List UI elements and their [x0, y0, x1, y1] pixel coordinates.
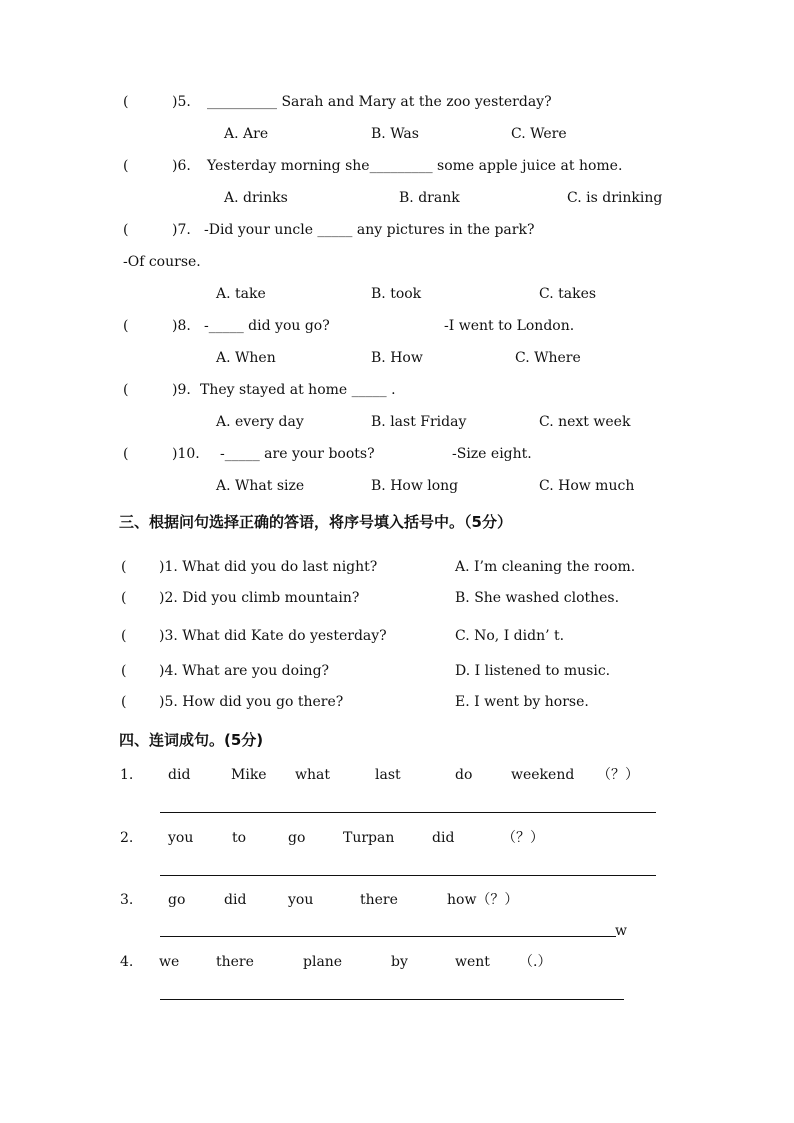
question-number: )5. [172, 94, 191, 110]
word: （？） [597, 767, 639, 783]
option-c: C. takes [539, 286, 597, 302]
word: go [288, 830, 306, 846]
word: we [159, 954, 180, 970]
option-c: C. next week [539, 414, 631, 430]
word: Turpan [343, 830, 395, 846]
question-stem: -Did your uncle _____ any pictures in the park? [204, 222, 535, 238]
word: last [375, 767, 401, 783]
match-answer: D. I listened to music. [455, 663, 611, 679]
answer-line[interactable] [160, 812, 656, 813]
word: do [455, 767, 473, 783]
match-answer: C. No, I didn’ t. [455, 628, 565, 644]
answer-line[interactable] [160, 936, 616, 937]
question-number: )10. [172, 446, 200, 462]
match-question: )4. What are you doing? [159, 663, 330, 679]
option-a: A. take [216, 286, 266, 302]
option-c: C. Where [515, 350, 581, 366]
item-number: 4. [120, 954, 134, 970]
option-b: B. drank [399, 190, 460, 206]
option-c: C. How much [539, 478, 635, 494]
dialog-reply: -I went to London. [444, 318, 575, 334]
word: there [216, 954, 254, 970]
option-c: C. Were [511, 126, 567, 142]
word: you [288, 892, 314, 908]
item-number: 3. [120, 892, 134, 908]
stray-mark: w [615, 923, 627, 939]
word: go [168, 892, 186, 908]
match-question: )3. What did Kate do yesterday? [159, 628, 387, 644]
question-number: )7. [172, 222, 191, 238]
word: did [168, 767, 191, 783]
option-c: C. is drinking [567, 190, 663, 206]
match-question: )5. How did you go there? [159, 694, 344, 710]
section-4-heading: 四、连词成句。(5分) [119, 731, 264, 749]
question-number: )6. [172, 158, 191, 174]
word: you [168, 830, 194, 846]
answer-line[interactable] [160, 875, 656, 876]
word: plane [303, 954, 343, 970]
option-b: B. How [371, 350, 423, 366]
question-stem: Yesterday morning she_________ some apple juice at home. [207, 158, 623, 174]
answer-paren: ( [121, 628, 127, 644]
answer-paren: ( [123, 222, 129, 238]
word: there [360, 892, 398, 908]
option-b: B. took [371, 286, 422, 302]
match-question: )2. Did you climb mountain? [159, 590, 360, 606]
section-3-heading: 三、根据问句选择正确的答语，将序号填入括号中。（5分） [119, 513, 512, 531]
answer-paren: ( [121, 559, 127, 575]
answer-paren: ( [123, 158, 129, 174]
option-b: B. Was [371, 126, 419, 142]
word: did [224, 892, 247, 908]
option-a: A. every day [216, 414, 304, 430]
dialog-reply: -Size eight. [452, 446, 532, 462]
question-stem: -_____ did you go? [204, 318, 330, 334]
answer-paren: ( [121, 590, 127, 606]
dialog-reply: -Of course. [123, 254, 201, 270]
word: what [295, 767, 330, 783]
word: Mike [231, 767, 267, 783]
answer-paren: ( [121, 694, 127, 710]
option-a: A. drinks [224, 190, 288, 206]
question-stem: They stayed at home _____ . [200, 382, 396, 398]
match-answer: E. I went by horse. [455, 694, 589, 710]
word: by [391, 954, 408, 970]
word: went [455, 954, 490, 970]
answer-paren: ( [123, 318, 129, 334]
question-stem: __________ Sarah and Mary at the zoo yesterday? [207, 94, 552, 110]
option-a: A. When [216, 350, 276, 366]
answer-line[interactable] [160, 999, 624, 1000]
option-b: B. How long [371, 478, 459, 494]
option-b: B. last Friday [371, 414, 467, 430]
item-number: 2. [120, 830, 134, 846]
question-stem: -_____ are your boots? [220, 446, 375, 462]
word: （？） [502, 830, 544, 846]
answer-paren: ( [123, 94, 129, 110]
match-question: )1. What did you do last night? [159, 559, 378, 575]
word: （.） [519, 954, 552, 970]
match-answer: B. She washed clothes. [455, 590, 620, 606]
match-answer: A. I’m cleaning the room. [455, 559, 636, 575]
answer-paren: ( [121, 663, 127, 679]
item-number: 1. [120, 767, 134, 783]
word: how（？） [447, 892, 519, 908]
word: did [432, 830, 455, 846]
answer-paren: ( [123, 382, 129, 398]
question-number: )9. [172, 382, 191, 398]
option-a: A. Are [224, 126, 269, 142]
word: weekend [511, 767, 575, 783]
question-number: )8. [172, 318, 191, 334]
option-a: A. What size [216, 478, 305, 494]
answer-paren: ( [123, 446, 129, 462]
word: to [232, 830, 247, 846]
